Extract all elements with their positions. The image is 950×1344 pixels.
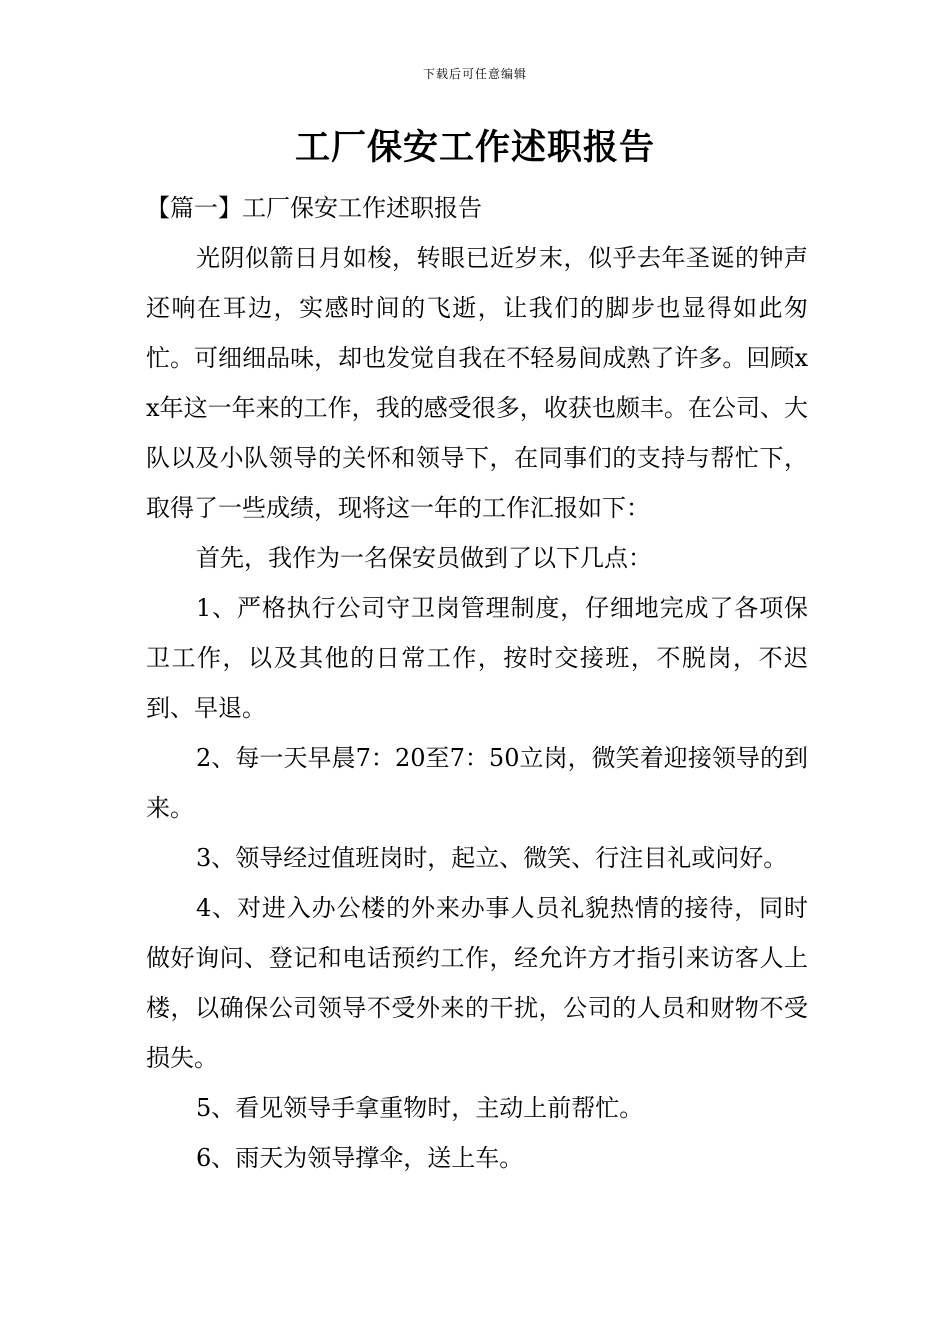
paragraph-item-3: 3、领导经过值班岗时，起立、微笑、行注目礼或问好。 bbox=[196, 844, 788, 872]
document-body bbox=[146, 183, 808, 1183]
paragraph-item-1: 1、严格执行公司守卫岗管理制度，仔细地完成了各项保卫工作，以及其他的日常工作，按时交接班，不脱岗，不迟到、早退。 bbox=[146, 594, 808, 722]
paragraph-first-points: 首先，我作为一名保安员做到了以下几点： bbox=[196, 544, 652, 572]
header-note: 下载后可任意编辑 bbox=[422, 67, 527, 81]
paragraph-item-5: 5、看见领导手拿重物时，主动上前帮忙。 bbox=[196, 1094, 644, 1122]
paragraph-item-2: 2、每一天早晨7：20至7：50立岗，微笑着迎接领导的到来。 bbox=[146, 744, 808, 822]
section-heading: 【篇一】工厂保安工作述职报告 bbox=[146, 194, 482, 222]
paragraph-intro: 光阴似箭日月如梭，转眼已近岁末，似乎去年圣诞的钟声还响在耳边，实感时间的飞逝，让我们的脚步也显得如此匆忙。可细细品味，却也发觉自我在不轻易间成熟了许多。回顾xx年这一年来的工作，我的感受很多，收获也颇丰。在公司、大队以及小队领导的关怀和领导下，在同事们的支持与帮忙下，取得了一些成绩，现将这一年的工作汇报如下： bbox=[146, 244, 808, 522]
document-title: 工厂保安工作述职报告 bbox=[294, 128, 655, 168]
paragraph-item-4: 4、对进入办公楼的外来办事人员礼貌热情的接待，同时做好询问、登记和电话预约工作，经允许方才指引来访客人上楼，以确保公司领导不受外来的干扰，公司的人员和财物不受损失。 bbox=[146, 894, 808, 1072]
paragraph-item-6: 6、雨天为领导撑伞，送上车。 bbox=[196, 1144, 524, 1172]
